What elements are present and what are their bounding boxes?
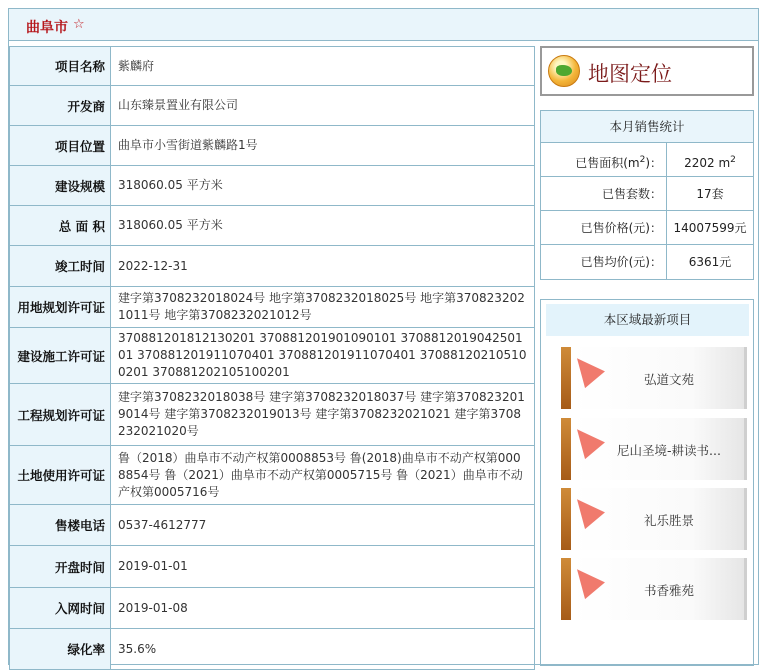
project-card[interactable] xyxy=(561,488,747,550)
info-row xyxy=(10,629,535,670)
sold-count-row xyxy=(541,177,753,211)
info-value: 建字第3708232018024号 地字第3708232018025号 地字第3708232021011号 地字第3708232021012号 xyxy=(111,287,535,328)
info-row xyxy=(10,166,535,206)
info-label: 工程规划许可证 xyxy=(10,384,111,446)
info-row xyxy=(10,384,535,446)
info-label: 开发商 xyxy=(10,86,111,126)
favorite-star-icon[interactable]: ☆ xyxy=(73,17,85,32)
project-info-table xyxy=(9,46,535,670)
info-label: 项目位置 xyxy=(10,126,111,166)
info-row xyxy=(10,505,535,546)
info-label: 建设规模 xyxy=(10,166,111,206)
info-label: 土地使用许可证 xyxy=(10,446,111,505)
info-label: 竣工时间 xyxy=(10,246,111,287)
info-row xyxy=(10,86,535,126)
info-row xyxy=(10,206,535,246)
region-latest-title: 本区域最新项目 xyxy=(546,304,749,336)
avg-price-value: 6361元 xyxy=(688,255,732,269)
info-value: 建字第3708232018038号 建字第3708232018037号 建字第3708232019014号 建字第3708232019013号 建字第3708232021021 建字第3708232021020号 xyxy=(111,384,535,446)
info-label: 绿化率 xyxy=(10,629,111,670)
sold-count-value: 17套 xyxy=(696,187,724,201)
info-value: 0537-4612777 xyxy=(111,505,535,546)
info-value: 318060.05 平方米 xyxy=(111,206,535,246)
region-latest-projects-panel xyxy=(540,299,754,666)
map-location-button[interactable] xyxy=(540,46,754,96)
sold-area-label: 已售面积$(m^2)$： xyxy=(541,143,667,176)
card-bar xyxy=(561,488,571,550)
monthly-sales-title: 本月销售统计 xyxy=(541,111,753,143)
info-row xyxy=(10,546,535,588)
sold-price-value: 14007599元 xyxy=(673,221,747,235)
card-bar xyxy=(561,558,571,620)
info-label: 入网时间 xyxy=(10,588,111,629)
info-row xyxy=(10,588,535,629)
city-title[interactable]: 曲阜市 xyxy=(26,20,68,36)
info-value: 370881201812130201 370881201901090101 370881201904250101 370881201911070401 370881201911070401 370881202105100201 370881202105100201 xyxy=(111,328,535,384)
map-location-label: 地图定位 xyxy=(588,62,672,86)
info-value: 鲁（2018）曲阜市不动产权第0008853号 鲁(2018)曲阜市不动产权第0008854号 鲁（2021）曲阜市不动产权第0005715号 鲁（2021）曲阜市不动产权第0005716号 xyxy=(111,446,535,505)
info-label: 总 面 积 xyxy=(10,206,111,246)
info-row xyxy=(10,328,535,384)
info-value: 2019-01-01 xyxy=(111,546,535,588)
info-label: 项目名称 xyxy=(10,47,111,86)
page-frame xyxy=(8,8,759,665)
project-name: 弘道文苑 xyxy=(643,372,694,387)
avg-price-label: 已售均价(元)： xyxy=(541,245,667,279)
avg-price-row xyxy=(541,245,753,279)
sold-area-row xyxy=(541,143,753,177)
info-row xyxy=(10,446,535,505)
info-value: 2022-12-31 xyxy=(111,246,535,287)
sold-count-label: 已售套数： xyxy=(541,177,667,210)
info-value: 318060.05 平方米 xyxy=(111,166,535,206)
sold-area-value: 2202 $m^2$ xyxy=(684,155,736,170)
info-row xyxy=(10,287,535,328)
project-name: 尼山圣境-耕读书... xyxy=(617,443,721,458)
project-name: 礼乐胜景 xyxy=(643,513,694,528)
info-label: 用地规划许可证 xyxy=(10,287,111,328)
project-card[interactable] xyxy=(561,418,747,480)
info-row xyxy=(10,246,535,287)
info-label: 建设施工许可证 xyxy=(10,328,111,384)
sold-price-row xyxy=(541,211,753,245)
project-card[interactable] xyxy=(561,347,747,409)
city-header xyxy=(9,9,758,41)
info-label: 售楼电话 xyxy=(10,505,111,546)
sold-price-label: 已售价格(元)： xyxy=(541,211,667,244)
card-bar xyxy=(561,418,571,480)
card-bar xyxy=(561,347,571,409)
project-card[interactable] xyxy=(561,558,747,620)
info-value: 紫麟府 xyxy=(111,47,535,86)
info-value: 曲阜市小雪街道紫麟路1号 xyxy=(111,126,535,166)
info-value: 2019-01-08 xyxy=(111,588,535,629)
project-name: 书香雅苑 xyxy=(643,583,694,598)
info-label: 开盘时间 xyxy=(10,546,111,588)
info-row xyxy=(10,47,535,86)
info-value: 35.6% xyxy=(111,629,535,670)
info-value: 山东臻景置业有限公司 xyxy=(111,86,535,126)
info-row xyxy=(10,126,535,166)
monthly-sales-panel xyxy=(540,110,754,280)
globe-icon xyxy=(548,55,580,87)
